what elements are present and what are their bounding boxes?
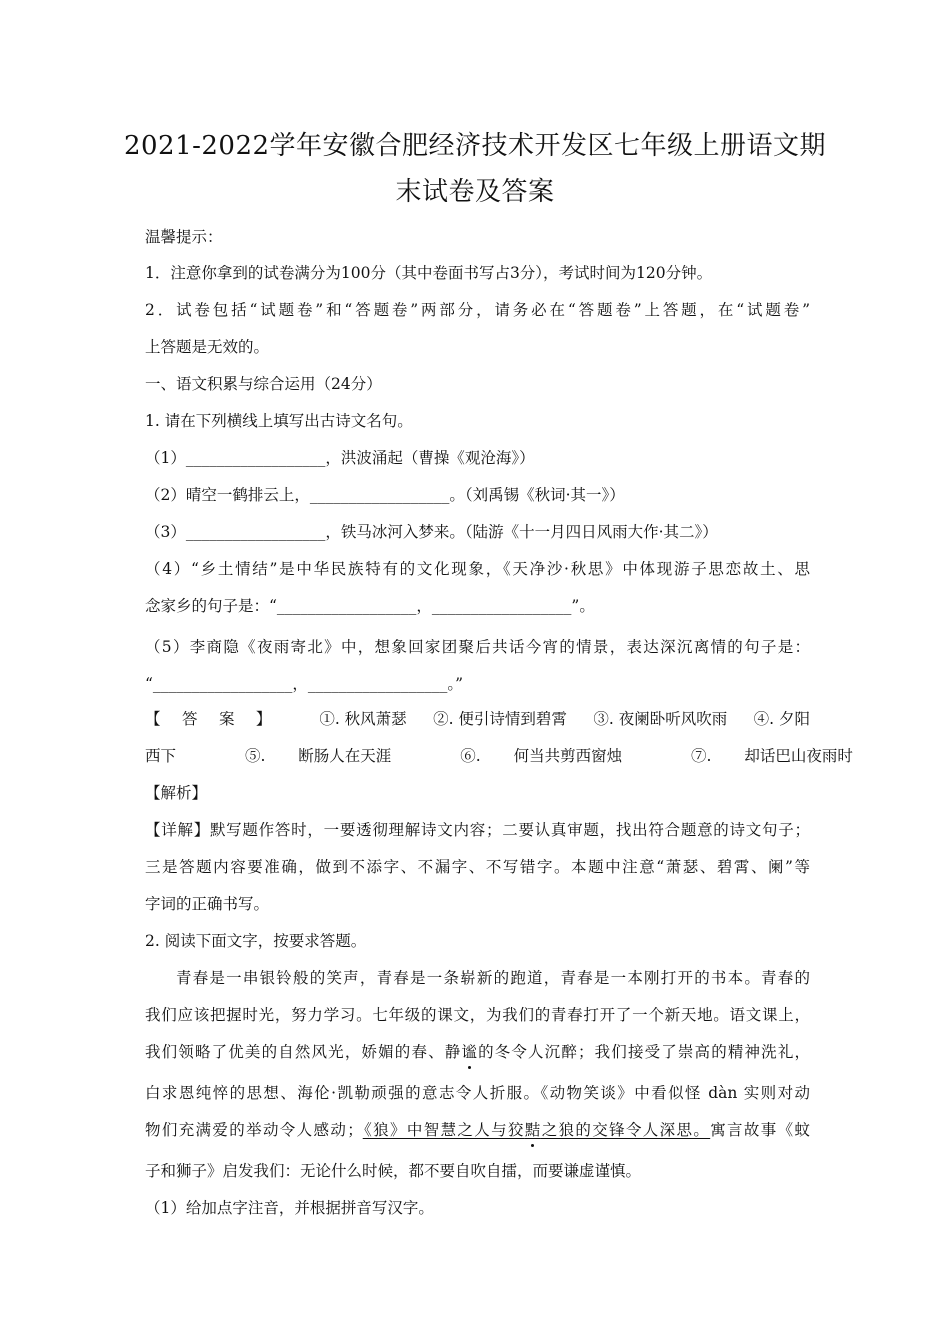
q1-detail-line-3: 字词的正确书写。 [145,895,270,913]
q1-part-5-line-2: “__________________，__________________。” [145,675,464,693]
underlined-sentence-part-1: 《狼》中智慧之人与狡 [362,1121,525,1139]
q2-passage-line-6: 子和狮子》启发我们：无论什么时候，都不要自吹自擂，而要谦虚谨慎。 [145,1162,642,1180]
section-1-heading: 一、语文积累与综合运用（24分） [145,375,382,393]
answer-label: 【答案】 [145,710,293,728]
q1-answer-line-2 [145,745,853,767]
underlined-sentence-part-2: 之狼的交锋令人深思。 [540,1121,711,1139]
q2-passage-line-4: 白求恩纯悴的思想、海伦·凯勒顽强的意志令人折服。《动物笑谈》中看似怪 dàn 实则对动 [145,1084,810,1102]
q2-passage-line-2: 我们应该把握时光，努力学习。七年级的课文，为我们的青春打开了一个新天地。语文课上， [145,1006,810,1024]
passage-5-part-b: 寓言故事《蚊 [710,1121,810,1139]
q2-sub-question-1: （1）给加点字注音，并根据拼音写汉字。 [145,1199,434,1217]
page-title-line-2: 末试卷及答案 [395,177,555,207]
tips-heading: 温馨提示： [145,228,223,246]
passage-3-part-a: 我们领略了优美的自然风光，娇媚的春、静 [145,1043,462,1061]
answer-item-2: ②. 便引诗情到碧霄 [433,710,567,728]
answer-item-4: ④. 夕阳 [753,710,810,728]
q2-stem: 2. 阅读下面文字，按要求答题。 [145,932,367,950]
passage-3-part-b: 的冬令人沉醉；我们接受了崇高的精神洗礼， [476,1043,810,1061]
answer-item-3: ③. 夜阑卧听风吹雨 [593,710,728,728]
analysis-label: 【解析】 [145,784,208,802]
q1-answer-line-1 [145,708,810,730]
answer-item-4-cont: 西下 [145,747,177,765]
tips-item-2-line-2: 上答题是无效的。 [145,338,270,356]
q1-part-3: （3）__________________，铁马冰河入梦来。（陆游《十一月四日风雨大作·其二》） [145,523,718,541]
answer-item-1: ①. 秋风萧瑟 [319,710,407,728]
dotted-char-xia: 黠 [524,1121,541,1139]
page-title-line-1: 2021-2022学年安徽合肥经济技术开发区七年级上册语文期 [123,131,827,161]
tips-item-1: 1．注意你拿到的试卷满分为100分（其中卷面书写占3分），考试时间为120分钟。 [145,264,713,282]
q1-part-4-line-2: 念家乡的句子是：“__________________，__________________”。 [145,597,595,615]
q1-detail-line-2: 三是答题内容要准确，做到不添字、不漏字、不写错字。本题中注意“萧瑟、碧霄、阑”等 [145,858,810,876]
answer-item-6: ⑥. 何当共剪西窗烛 [460,747,623,765]
answer-item-5: ⑤. 断肠人在天涯 [244,747,392,765]
q2-passage-line-1: 青春是一串银铃般的笑声，青春是一条崭新的跑道，青春是一本刚打开的书本。青春的 [176,969,810,987]
q2-passage-line-5 [145,1119,810,1141]
q1-detail-line-1: 【详解】默写题作答时，一要透彻理解诗文内容；二要认真审题，找出符合题意的诗文句子； [145,821,810,839]
q1-part-4-line-1: （4）“乡土情结”是中华民族特有的文化现象，《天净沙·秋思》中体现游子思恋故土、思 [145,560,810,578]
dotted-char-mi: 谧 [461,1043,477,1061]
answer-item-7: ⑦. 却话巴山夜雨时 [691,747,853,765]
q2-passage-line-3 [145,1041,810,1063]
q1-part-1: （1）__________________，洪波涌起（曹操《观沧海》） [145,449,535,467]
q1-part-2: （2）晴空一鹤排云上，__________________。（刘禹锡《秋词·其一》） [145,486,625,504]
tips-item-2-line-1: 2．试卷包括“试题卷”和“答题卷”两部分，请务必在“答题卷”上答题，在“试题卷” [145,301,810,319]
passage-5-part-a: 物们充满爱的举动令人感动； [145,1121,363,1139]
q1-stem: 1. 请在下列横线上填写出古诗文名句。 [145,412,413,430]
q1-part-5-line-1: （5）李商隐《夜雨寄北》中，想象回家团聚后共话今宵的情景，表达深沉离情的句子是： [145,638,810,656]
